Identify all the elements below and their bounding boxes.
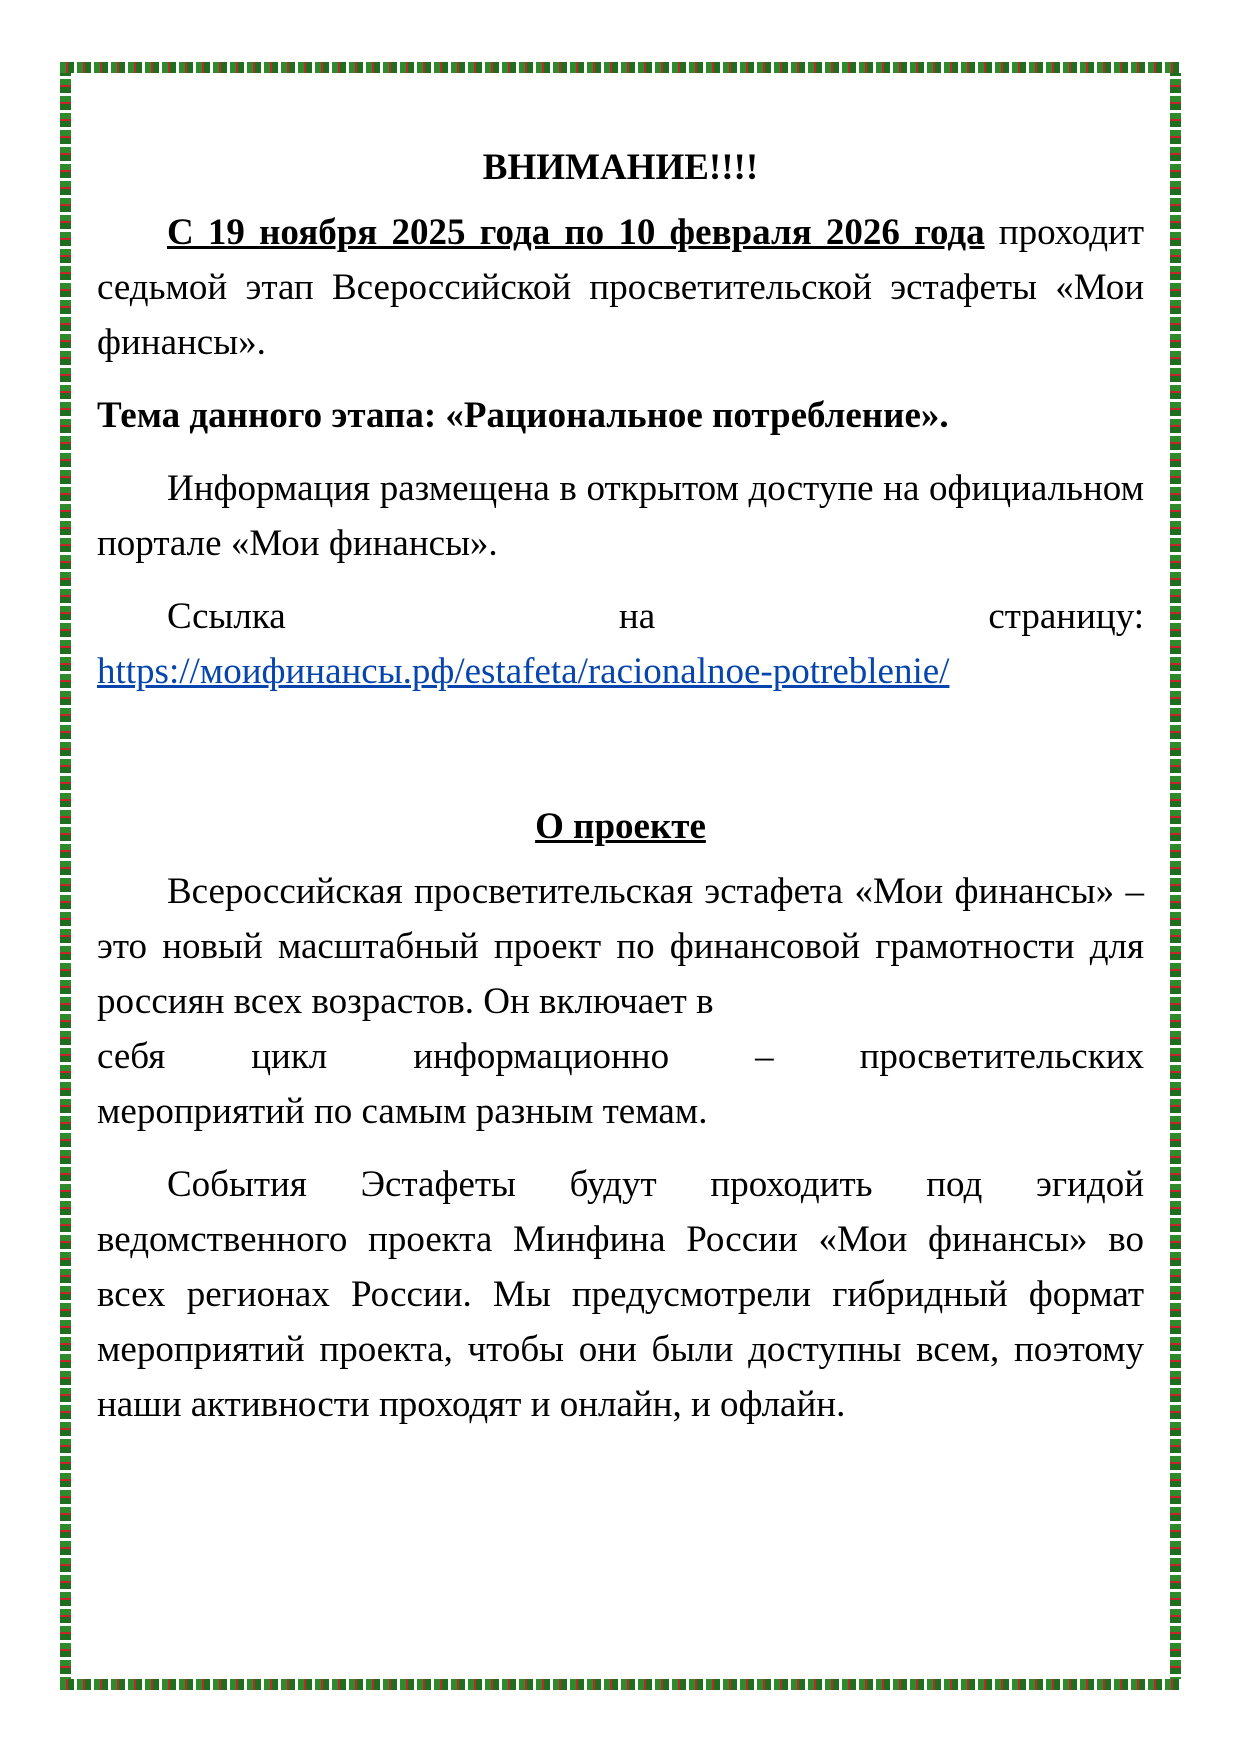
spacer — [97, 571, 1144, 589]
about-paragraph-1-end: мероприятий по самым разным темам. — [97, 1091, 708, 1132]
intro-text: проходит седьмой этап Всероссийской просветительской эстафеты «Мои финансы». — [97, 212, 1145, 363]
about-word: информационно — [413, 1036, 670, 1077]
about-title: О проекте — [535, 806, 706, 847]
link-label-word: на — [618, 596, 656, 637]
about-paragraph-1: Всероссийская просветительская эстафета «Мои финансы» – это новый масштабный проект по финансовой грамотности для россиян всех возрастов. Он включает в — [97, 871, 1144, 1022]
spacer — [97, 1139, 1144, 1157]
notice-title: ВНИМАНИЕ!!!! — [482, 147, 759, 188]
document-body — [97, 140, 1144, 1432]
link-label-word: Ссылка — [167, 596, 286, 637]
about-word: – — [755, 1036, 774, 1077]
about-word: просветительских — [859, 1036, 1144, 1077]
about-word: цикл — [251, 1036, 328, 1077]
about-word: себя — [97, 1036, 166, 1077]
link-label-word: страницу: — [988, 596, 1144, 637]
about-paragraph-1-line — [97, 1029, 1144, 1084]
notice-intro — [97, 205, 1144, 370]
theme-heading: Тема данного этапа: «Рациональное потребление». — [97, 395, 949, 436]
link-label-line — [97, 589, 1144, 644]
date-range: С 19 ноября 2025 года по 10 февраля 2026 года — [167, 212, 985, 253]
link-line — [97, 644, 1144, 699]
estafeta-link[interactable]: https://моифинансы.рф/estafeta/racionalnoe-potreblenie/ — [97, 651, 950, 692]
info-paragraph: Информация размещена в открытом доступе на официальном портале «Мои финансы». — [97, 468, 1144, 564]
about-paragraph-2: События Эстафеты будут проходить под эгидой ведомственного проекта Минфина России «Мои финансы» во всех регионах России. Мы предусмотрели гибридный формат мероприятий проекта, чтобы они были доступны всем, поэтому наши активности проходят и онлайн, и офлайн. — [97, 1164, 1144, 1425]
